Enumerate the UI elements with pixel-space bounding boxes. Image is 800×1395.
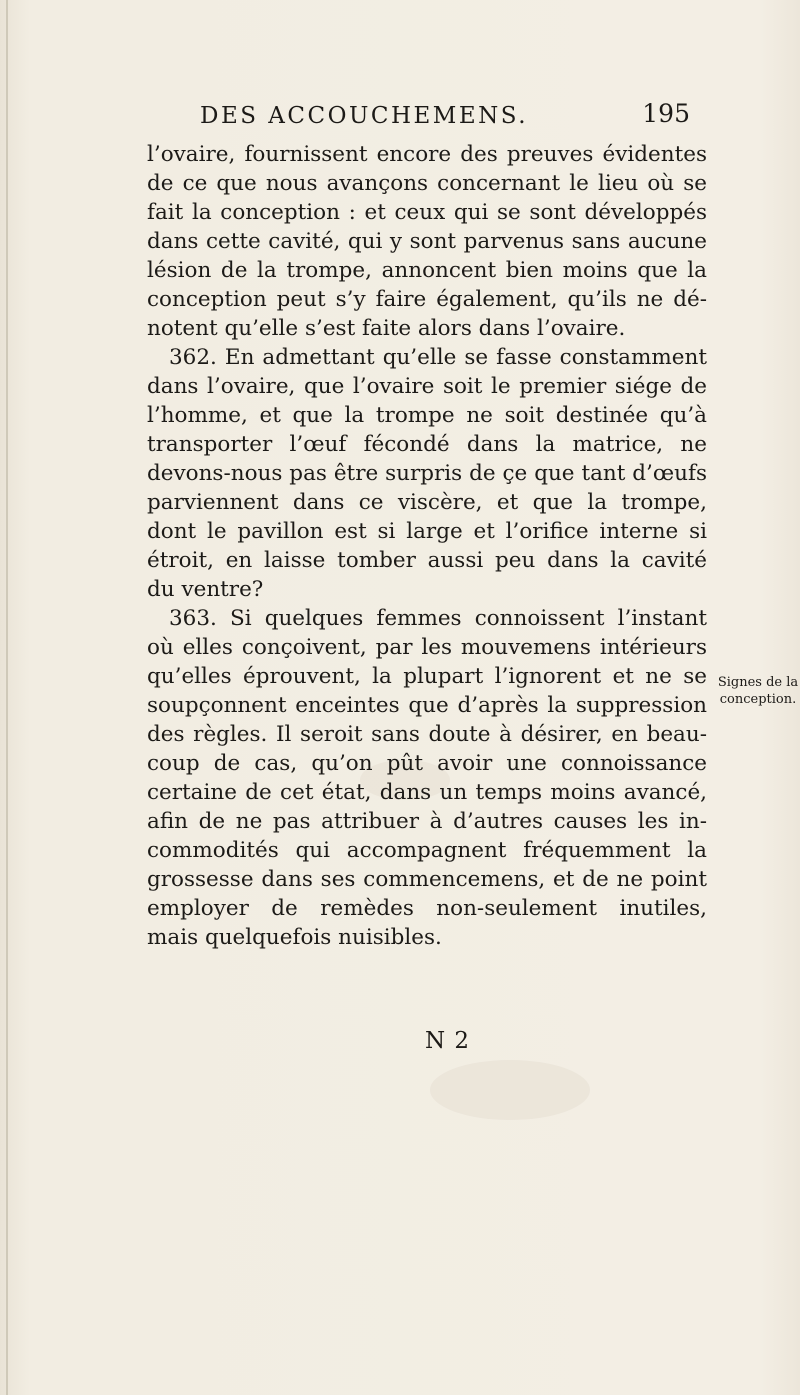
text-line: de ce que nous avançons concernant le lieu où se <box>147 171 707 196</box>
running-header <box>200 99 690 137</box>
page-binding-edge <box>6 0 8 1395</box>
text-line: étroit, en laisse tomber aussi peu dans la cavité <box>147 548 707 573</box>
text-line: parviennent dans ce viscère, et que la trompe, <box>147 490 707 515</box>
signature-mark: N 2 <box>425 1028 471 1054</box>
text-line: qu’elles éprouvent, la plupart l’ignorent et ne se <box>147 664 707 689</box>
text-line: où elles conçoivent, par les mouvemens intérieurs <box>147 635 707 660</box>
text-line: l’homme, et que la trompe ne soit destinée qu’à <box>147 403 707 428</box>
margin-note-line: conception. <box>719 692 797 707</box>
text-line: lésion de la trompe, annoncent bien moins que la <box>147 258 707 283</box>
text-line: dans l’ovaire, que l’ovaire soit le premier siége de <box>147 374 707 399</box>
paragraph-362 <box>147 343 707 604</box>
text-line: des règles. Il seroit sans doute à désirer, en beau- <box>147 722 707 747</box>
margin-note <box>716 674 800 708</box>
paragraph-1 <box>147 140 707 343</box>
text-line: du ventre? <box>147 577 264 602</box>
body-text <box>147 140 707 952</box>
text-line: l’ovaire, fournissent encore des preuves évidentes <box>147 142 707 167</box>
running-title: DES ACCOUCHEMENS. <box>200 103 529 129</box>
text-line: coup de cas, qu’on pût avoir une connoissance <box>147 751 707 776</box>
text-line: employer de remèdes non-seulement inutiles, <box>147 896 707 921</box>
text-line: certaine de cet état, dans un temps moins avancé, <box>147 780 707 805</box>
text-line: mais quelquefois nuisibles. <box>147 925 442 950</box>
text-line: dans cette cavité, qui y sont parvenus sans aucune <box>147 229 707 254</box>
text-line: fait la conception : et ceux qui se sont développés <box>147 200 707 225</box>
text-line: 362. En admettant qu’elle se fasse constamment <box>169 345 707 370</box>
text-line: conception peut s’y faire également, qu’ils ne dé- <box>147 287 707 312</box>
text-line: soupçonnent enceintes que d’après la suppression <box>147 693 707 718</box>
text-line: transporter l’œuf fécondé dans la matrice, ne <box>147 432 707 457</box>
text-line: notent qu’elle s’est faite alors dans l’ovaire. <box>147 316 626 341</box>
text-line: 363. Si quelques femmes connoissent l’instant <box>169 606 707 631</box>
text-line: grossesse dans ses commencemens, et de ne point <box>147 867 707 892</box>
text-line: devons-nous pas être surpris de çe que tant d’œufs <box>147 461 707 486</box>
paper-stain <box>430 1060 590 1120</box>
margin-note-line: Signes de la <box>717 675 799 690</box>
text-line: afin de ne pas attribuer à d’autres causes les in- <box>147 809 707 834</box>
text-line: dont le pavillon est si large et l’orifice interne si <box>147 519 707 544</box>
page-number: 195 <box>642 99 690 128</box>
text-line: commodités qui accompagnent fréquemment la <box>147 838 707 863</box>
paragraph-363 <box>147 604 707 952</box>
